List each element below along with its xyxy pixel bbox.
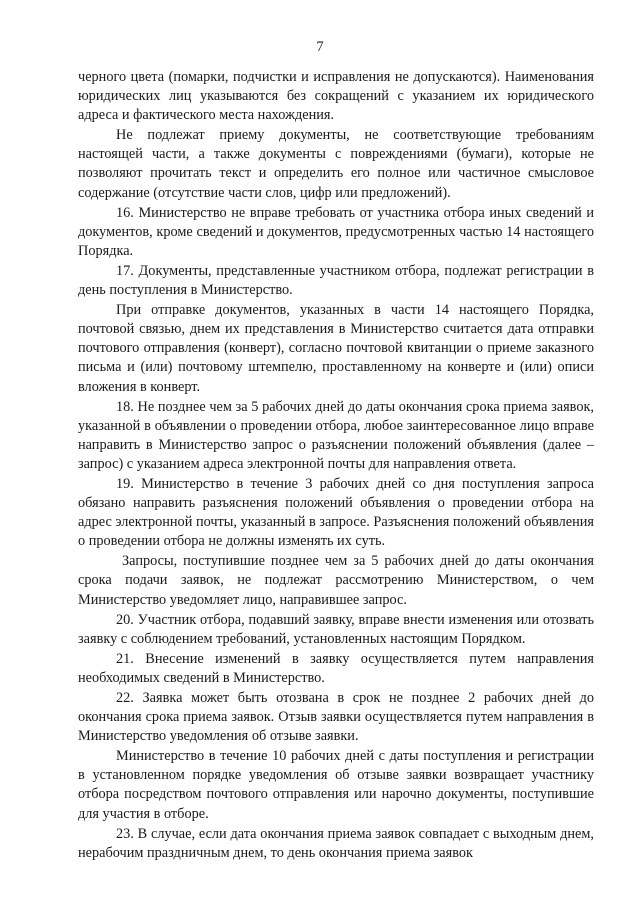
- paragraph-17: 17. Документы, представленные участником отбора, подлежат регистрации в день поступления в Министерство.: [78, 262, 594, 299]
- paragraph-18: 18. Не позднее чем за 5 рабочих дней до даты окончания срока приема заявок, указанной в объявлении о проведении отбора, любое заинтересованное лицо вправе направить в Министерство запрос о разъяснении положений объявления (далее – запрос) с указанием адреса электронной почты для направления ответа.: [78, 398, 594, 472]
- paragraph-withdrawal-return: Министерство в течение 10 рабочих дней с даты поступления и регистрации в установленном порядке уведомления об отзыве заявки возвращает участнику отбора посредством почтового отправления или нарочно документы, поступившие для участия в отборе.: [78, 748, 594, 822]
- paragraph-continuation: черного цвета (помарки, подчистки и исправления не допускаются). Наименования юридических лиц указываются без сокращений с указанием их юридического адреса и фактического места нахождения.: [78, 69, 594, 124]
- page-number: 7: [316, 39, 324, 55]
- paragraph-postal-submission: При отправке документов, указанных в части 14 настоящего Порядка, почтовой связью, днем их представления в Министерство считается дата отправки почтового отправления (конверт), согласно почтовой квитанции о приеме заказного письма и (или) почтовому штемпелю, проставленному на конверте и (или) описи вложения в конверт.: [78, 302, 594, 395]
- paragraph-21: 21. Внесение изменений в заявку осуществляется путем направления необходимых сведений в Министерство.: [78, 650, 594, 686]
- paragraph-16: 16. Министерство не вправе требовать от участника отбора иных сведений и документов, кроме сведений и документов, предусмотренных частью 14 настоящего Порядка.: [78, 204, 594, 259]
- paragraph-20: 20. Участник отбора, подавший заявку, вправе внести изменения или отозвать заявку с соблюдением требований, установленных настоящим Порядком.: [78, 611, 594, 647]
- paragraph-22: 22. Заявка может быть отозвана в срок не позднее 2 рабочих дней до окончания срока приема заявок. Отзыв заявки осуществляется путем направления в Министерство уведомления об отзыве заявки.: [78, 690, 594, 745]
- paragraph-damaged-documents: Не подлежат приему документы, не соответствующие требованиям настоящей части, а также документы с повреждениями (бумаги), которые не позволяют прочитать текст и определить его полное или частичное смысловое содержание (отсутствие части слов, цифр или предложений).: [78, 127, 594, 201]
- document-body: [78, 68, 594, 863]
- paragraph-23: 23. В случае, если дата окончания приема заявок совпадает с выходным днем, нерабочим праздничным днем, то день окончания приема заявок: [78, 825, 594, 861]
- paragraph-late-requests: Запросы, поступившие позднее чем за 5 рабочих дней до даты окончания срока подачи заявок, не подлежат рассмотрению Министерством, о чем Министерство уведомляет лицо, направившее запрос.: [78, 553, 594, 608]
- paragraph-19: 19. Министерство в течение 3 рабочих дней со дня поступления запроса обязано направить разъяснения положений объявления о проведении отбора на адрес электронной почты, указанный в запросе. Разъяснения положений объявления о проведении отбора не должны изменять их суть.: [78, 475, 594, 550]
